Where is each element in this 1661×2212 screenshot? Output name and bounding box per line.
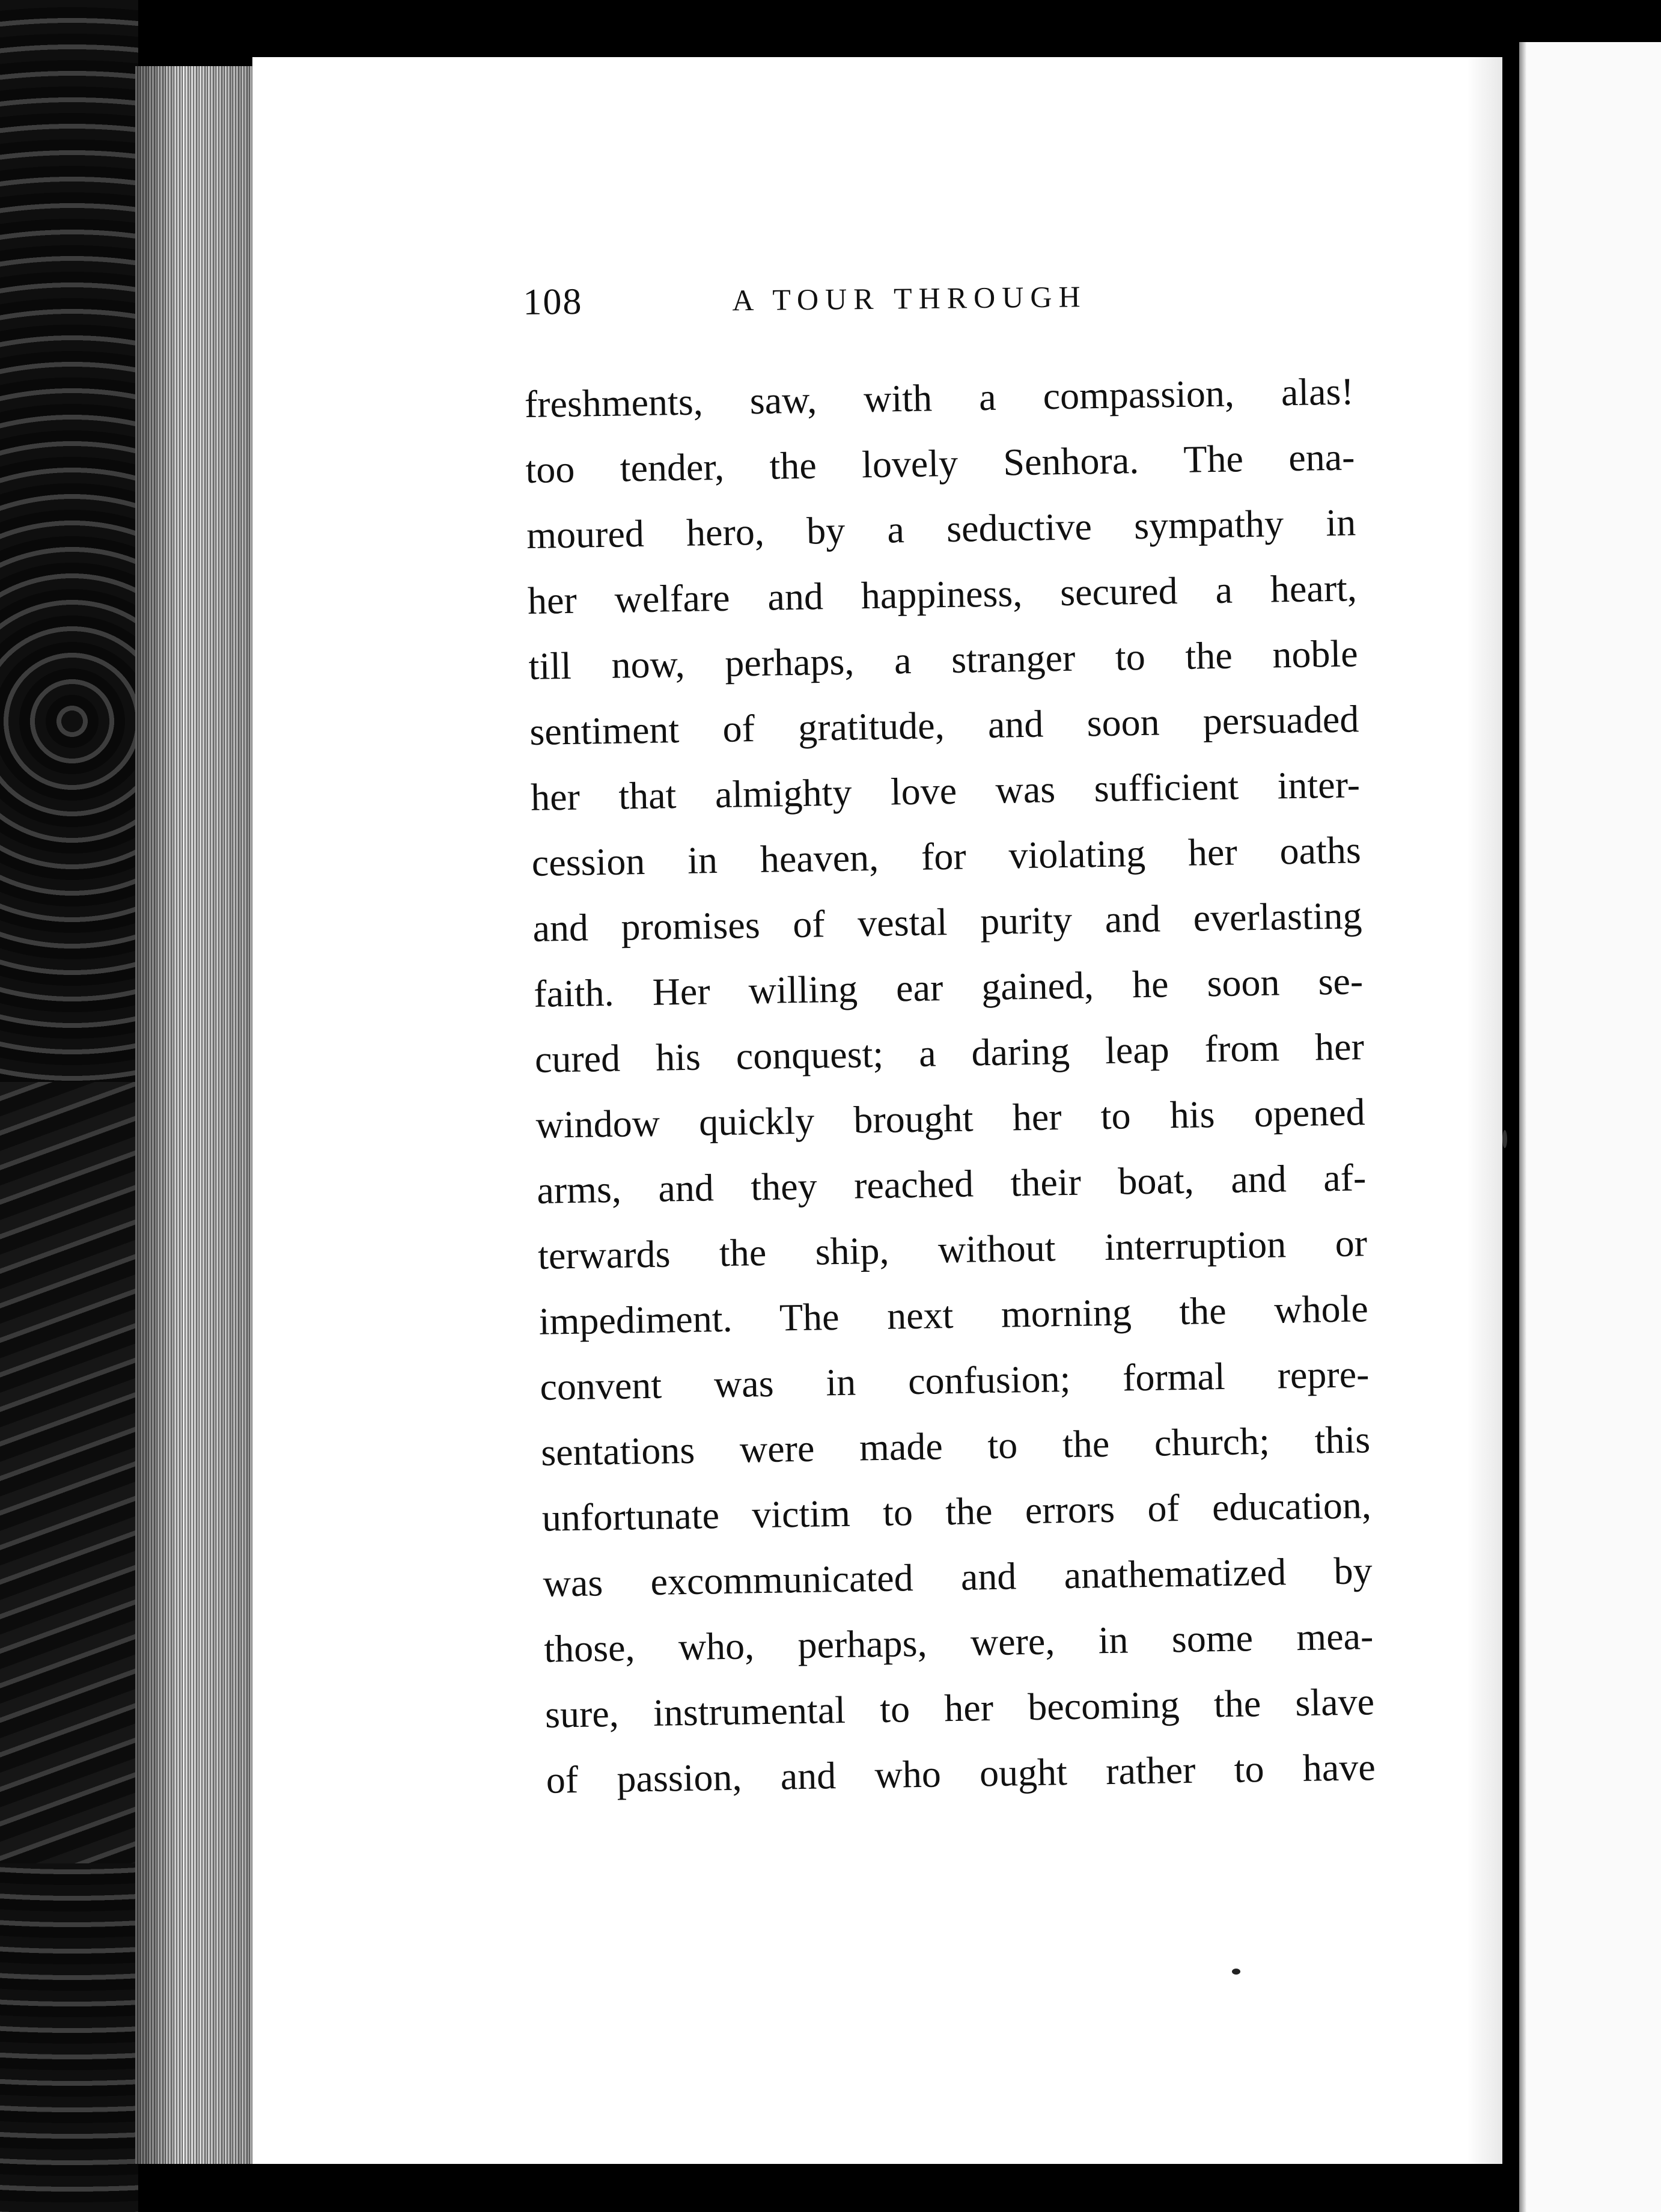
text-line: impediment. The next morning the whole (538, 1287, 1369, 1343)
text-line: convent was in confusion; formal repre- (539, 1352, 1370, 1408)
running-head (523, 275, 1160, 329)
text-line: till now, perhaps, a stranger to the noble (528, 632, 1359, 688)
text-line: too tender, the lovely Senhora. The ena- (525, 435, 1355, 491)
body-text (524, 358, 1388, 1813)
text-line: and promises of vestal purity and everlasting (532, 894, 1362, 950)
text-line: sentiment of gratitude, and soon persuaded (529, 697, 1359, 753)
facing-page (1519, 42, 1661, 2212)
text-line: sentations were made to the church; this (540, 1418, 1371, 1474)
facing-page-edge (1519, 42, 1526, 2212)
text-line: cured his conquest; a daring leap from her (534, 1025, 1365, 1081)
text-line: of passion, and who ought rather to have (546, 1746, 1376, 1801)
text-line: terwards the ship, without interruption or (537, 1221, 1368, 1277)
ink-speck (1232, 1969, 1240, 1975)
text-line: sure, instrumental to her becoming the slave (544, 1680, 1375, 1736)
text-line: moured hero, by a seductive sympathy in (526, 501, 1356, 557)
text-line: unfortunate victim to the errors of education, (541, 1483, 1372, 1539)
text-line: her welfare and happiness, secured a heart, (527, 566, 1358, 622)
ink-speck (1502, 1130, 1507, 1148)
text-line: those, who, perhaps, were, in some mea- (543, 1615, 1374, 1670)
marbled-endpaper-lower (0, 1082, 138, 1863)
text-line: faith. Her willing ear gained, he soon se- (533, 959, 1364, 1015)
page-fore-edge-shadow (135, 66, 255, 2164)
text-line: cession in heaven, for violating her oaths (531, 828, 1362, 884)
page-number: 108 (523, 281, 583, 323)
text-line: window quickly brought her to his opened (535, 1090, 1366, 1146)
running-title: A TOUR THROUGH (732, 280, 1087, 317)
text-line: freshments, saw, with a compassion, alas! (524, 370, 1355, 426)
scan-border-top (0, 0, 1661, 36)
text-line: arms, and they reached their boat, and af- (536, 1156, 1367, 1212)
text-line: her that almighty love was sufficient inter- (530, 763, 1361, 819)
text-line: was excommunicated and anathematized by (543, 1549, 1373, 1605)
book-gutter (1502, 36, 1519, 2212)
